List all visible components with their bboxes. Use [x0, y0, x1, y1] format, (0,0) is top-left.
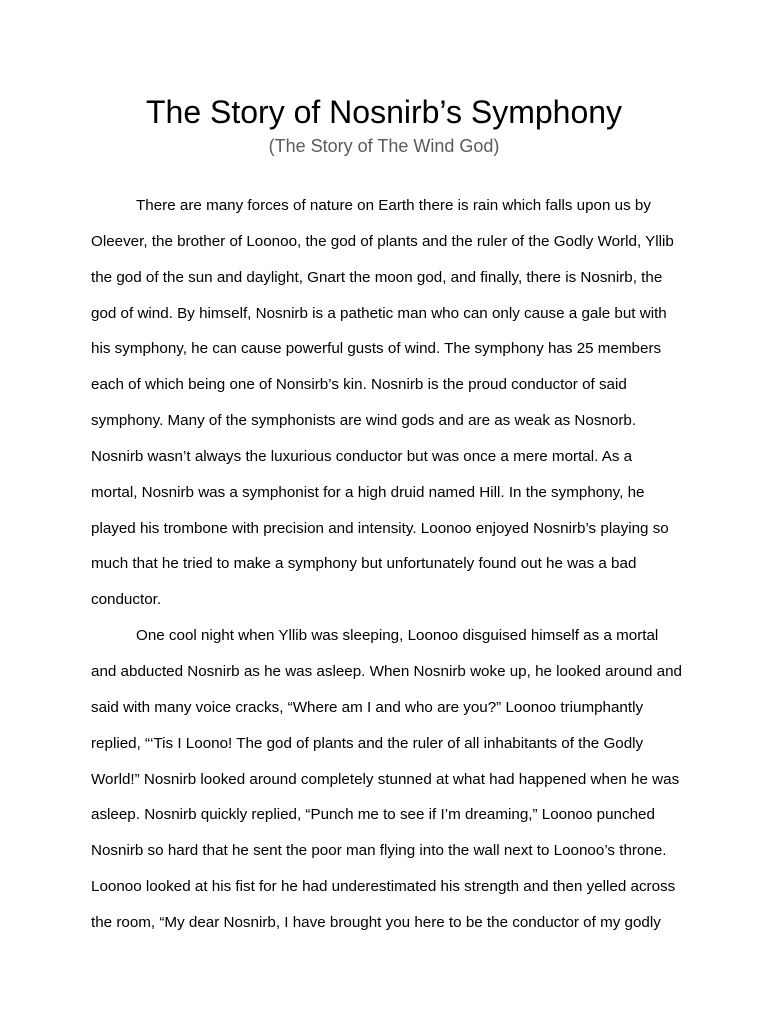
paragraph-1-line-4: god of wind. By himself, Nosnirb is a pathetic man who can only cause a gale but with [91, 304, 667, 322]
paragraph-1-line-2: Oleever, the brother of Loonoo, the god of plants and the ruler of the Godly World, Yllib [91, 232, 674, 250]
document-title: The Story of Nosnirb’s Symphony [145, 94, 623, 130]
paragraph-2-line-9: the room, “My dear Nosnirb, I have brought you here to be the conductor of my godly [91, 913, 661, 931]
paragraph-1-line-6: each of which being one of Nonsirb’s kin. Nosnirb is the proud conductor of said [91, 376, 627, 394]
paragraph-2-line-6: asleep. Nosnirb quickly replied, “Punch me to see if I’m dreaming,” Loonoo punched [91, 806, 655, 824]
paragraph-2-line-5: World!” Nosnirb looked around completely stunned at what had happened when he was [91, 770, 680, 788]
document-subtitle: (The Story of The Wind God) [268, 136, 500, 156]
paragraph-2-line-4: replied, “‘Tis I Loono! The god of plants and the ruler of all inhabitants of the Godly [91, 734, 644, 752]
paragraph-2-line-8: Loonoo looked at his fist for he had underestimated his strength and then yelled across [91, 878, 676, 896]
paragraph-1-line-8: Nosnirb wasn’t always the luxurious conductor but was once a mere mortal. As a [91, 447, 633, 465]
paragraph-1-line-9: mortal, Nosnirb was a symphonist for a high druid named Hill. In the symphony, he [91, 483, 645, 501]
paragraph-2-line-7: Nosnirb so hard that he sent the poor man flying into the wall next to Loonoo’s throne. [91, 842, 667, 860]
story-body [91, 188, 691, 941]
paragraph-1-line-1: There are many forces of nature on Earth there is rain which falls upon us by [136, 197, 651, 214]
paragraph-2-line-2: and abducted Nosnirb as he was asleep. When Nosnirb woke up, he looked around and [91, 662, 683, 680]
paragraph-2-line-1: One cool night when Yllib was sleeping, Loonoo disguised himself as a mortal [136, 627, 659, 645]
paragraph-1-line-7: symphony. Many of the symphonists are wind gods and are as weak as Nosnorb. [91, 412, 637, 430]
paragraph-2-line-3: said with many voice cracks, “Where am I and who are you?” Loonoo triumphantly [91, 698, 644, 716]
paragraph-1-line-10: played his trombone with precision and intensity. Loonoo enjoyed Nosnirb’s playing so [91, 519, 669, 537]
paragraph-1-line-3: the god of the sun and daylight, Gnart the moon god, and finally, there is Nosnirb, the [91, 268, 663, 286]
paragraph-1-line-5: his symphony, he can cause powerful gusts of wind. The symphony has 25 members [91, 340, 662, 358]
paragraph-1-line-12: conductor. [91, 591, 162, 609]
paragraph-1-line-11: much that he tried to make a symphony but unfortunately found out he was a bad [91, 555, 637, 573]
